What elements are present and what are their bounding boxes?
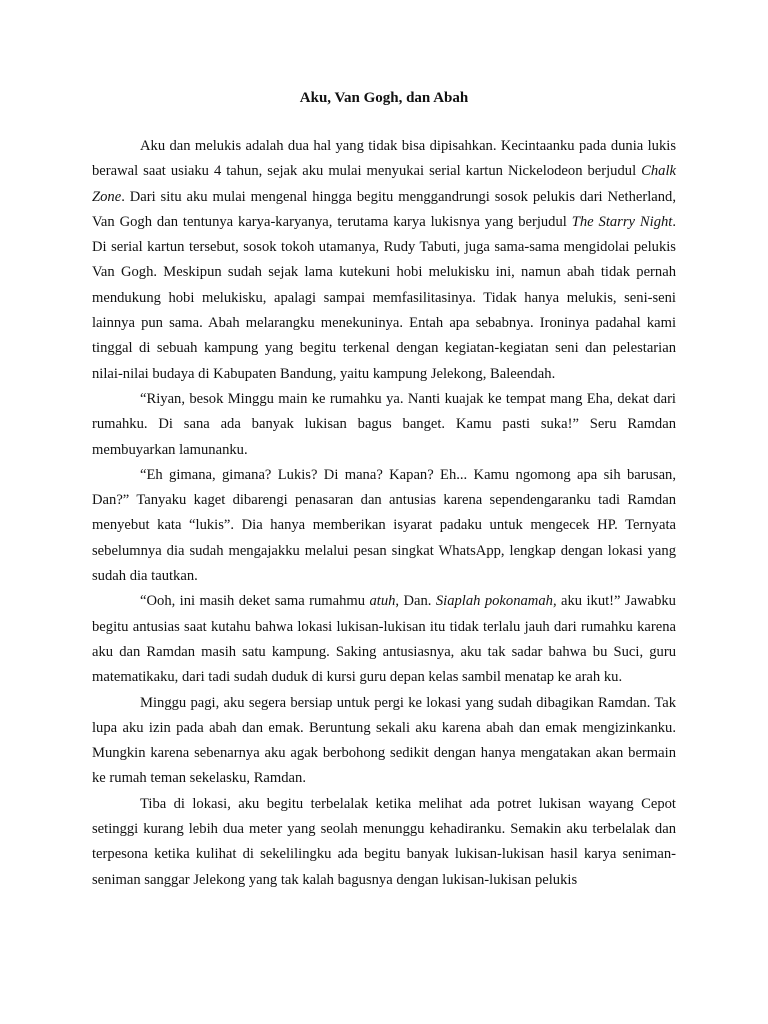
text-run: Minggu pagi, aku segera bersiap untuk pergi ke lokasi yang sudah dibagikan Ramdan. Tak lupa aku izin pada abah dan emak. Beruntung sekali aku karena abah dan emak mengizinkanku. Mungkin karena sebenarnya aku agak berbohong sedikit dengan hanya mengatakan akan bermain ke rumah teman sekelasku, Ramdan. xyxy=(92,694,676,787)
document-body xyxy=(92,134,676,893)
text-run: , Dan. xyxy=(395,593,436,610)
document-title: Aku, Van Gogh, dan Abah xyxy=(299,90,469,106)
text-run: Tiba di lokasi, aku begitu terbelalak ketika melihat ada potret lukisan wayang Cepot setinggi kurang lebih dua meter yang seolah menunggu kehadiranku. Semakin aku terbelalak dan terpesona ketika kulihat di sekelilingku ada begitu banyak lukisan-lukisan hasil karya seniman-seniman sanggar Jelekong yang tak kalah bagusnya dengan lukisan-lukisan pelukis xyxy=(92,795,676,888)
text-run: “Eh gimana, gimana? Lukis? Di mana? Kapan? Eh... Kamu ngomong apa sih barusan, Dan?” Tanyaku kaget dibarengi penasaran dan antusias karena sependengaranku tadi Ramdan menyebut kata “lukis”. Dia hanya memberikan isyarat padaku untuk mengecek HP. Ternyata sebelumnya dia sudah mengajakku melalui pesan singkat WhatsApp, lengkap dengan lokasi yang sudah dia tautkan. xyxy=(92,466,676,585)
paragraph xyxy=(92,792,676,893)
text-run: Aku dan melukis adalah dua hal yang tidak bisa dipisahkan. Kecintaanku pada dunia lukis berawal saat usiaku 4 tahun, sejak aku mulai menyukai serial kartun Nickelodeon berjudul xyxy=(92,138,676,180)
text-run: . Dari situ aku mulai mengenal hingga begitu menggandrungi sosok pelukis dari Netherland, Van Gogh dan tentunya karya-karyanya, terutama karya lukisnya yang berjudul xyxy=(92,188,676,230)
text-run: “Riyan, besok Minggu main ke rumahku ya. Nanti kuajak ke tempat mang Eha, dekat dari rumahku. Di sana ada banyak lukisan bagus banget. Kamu pasti suka!” Seru Ramdan membuyarkan lamunanku. xyxy=(92,390,676,458)
paragraph xyxy=(92,691,676,792)
italic-text-run: The Starry Night xyxy=(571,213,673,230)
text-run: . Di serial kartun tersebut, sosok tokoh utamanya, Rudy Tabuti, juga sama-sama mengidolai pelukis Van Gogh. Meskipun sudah sejak lama kutekuni hobi melukisku ini, namun abah tidak pernah mendukung hobi melukisku, apalagi sampai memfasilitasinya. Tidak hanya melukis, seni-seni lainnya pun sama. Abah melarangku menekuninya. Entah apa sebabnya. Ironinya padahal kami tinggal di sebuah kampung yang begitu terkenal dengan kegiatan-kegiatan seni dan pelestarian nilai-nilai budaya di Kabupaten Bandung, yaitu kampung Jelekong, Baleendah. xyxy=(92,213,676,382)
paragraph xyxy=(92,463,676,589)
italic-text-run: atuh xyxy=(369,593,396,610)
text-run: , aku ikut!” Jawabku begitu antusias saat kutahu bahwa lokasi lukisan-lukisan itu tidak terlalu jauh dari rumahku karena aku dan Ramdan masih satu kampung. Saking antusiasnya, aku tak sadar bahwa bu Suci, guru matematikaku, dari tadi sudah duduk di kursi guru depan kelas sambil menatap ke arah ku. xyxy=(92,593,676,686)
italic-text-run: Chalk Zone xyxy=(92,163,676,205)
paragraph xyxy=(92,134,676,387)
text-run: “Ooh, ini masih deket sama rumahmu xyxy=(140,593,370,610)
paragraph xyxy=(92,589,676,690)
paragraph xyxy=(92,387,676,463)
italic-text-run: Siaplah pokonamah xyxy=(435,593,553,610)
